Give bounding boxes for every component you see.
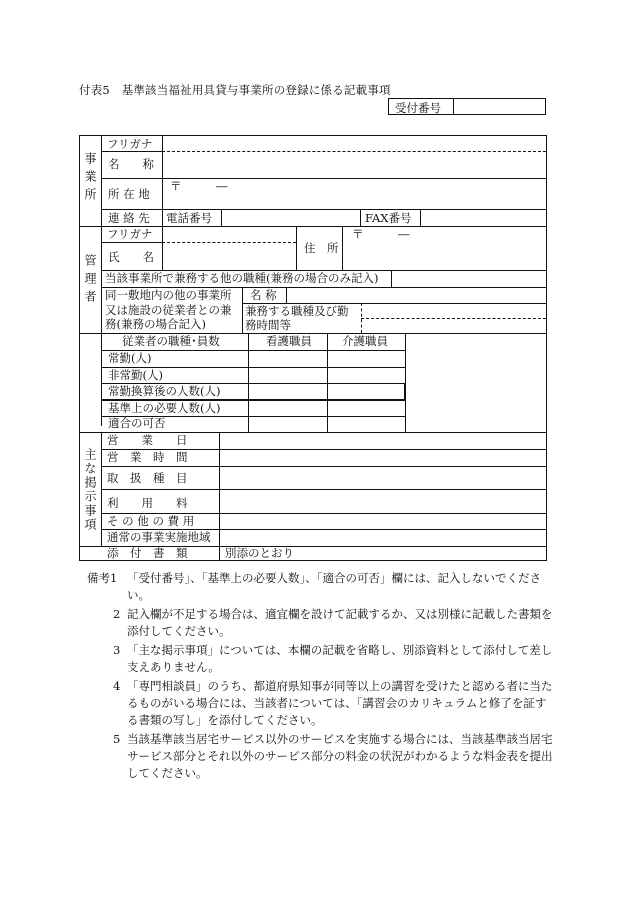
row-line [101, 466, 546, 467]
cell-line [342, 226, 343, 270]
office-contact-label: 連 絡 先 [108, 211, 150, 225]
office-side-label: 事業所 [83, 152, 97, 206]
staff-row-required: 基準上の必要人数(人) [108, 401, 221, 415]
cell-line [391, 270, 392, 287]
staff-row-compliance: 適合の可否 [108, 416, 166, 430]
manager-address-label: 住 所 [304, 241, 339, 255]
row-line [101, 489, 546, 490]
note-text: 当該基準該当居宅サービス以外のサービスを実施する場合には、当該基準該当居宅サービス部分とそれ以外のサービス部分の料金の状況がわかるような料金表を提出してください。 [127, 732, 553, 780]
notes-section [87, 570, 557, 784]
note-number: 3 [113, 643, 121, 657]
label-column-line [162, 136, 163, 226]
staff-col-care: 介護職員 [342, 334, 388, 348]
item-usage-fee: 利 用 料 [107, 496, 188, 510]
item-other-fees: そ の 他 の 費 用 [107, 514, 195, 528]
staff-header: 従業者の職種･員数 [122, 334, 220, 348]
furigana-dash [162, 242, 296, 243]
office-furigana-label: フリガナ [107, 137, 153, 151]
same-site-line1: 同一敷地内の他の事業所 [105, 288, 232, 302]
note-text: 「主な掲示事項」については、本欄の記載を省略し、別添資料として添付して差し支えありません。 [127, 643, 553, 674]
cell-line [296, 226, 297, 270]
receipt-number-box [388, 98, 546, 115]
staff-row-fulltime: 常勤(人) [108, 351, 152, 365]
staff-row-parttime: 非常勤(人) [108, 368, 163, 382]
concurrent-line1: 兼務する職種及び勤 [245, 304, 349, 318]
row-line [101, 209, 546, 210]
concurrent-line2: 務時間等 [245, 318, 291, 332]
cell-line [286, 287, 287, 304]
row-line [101, 151, 162, 152]
row-line [101, 242, 162, 243]
furigana-dash [162, 151, 546, 152]
staff-col-nurse: 看護職員 [266, 334, 312, 348]
registration-form-table [79, 135, 547, 561]
office-name-label: 名 称 [108, 157, 154, 171]
cell-line [221, 209, 222, 226]
note-number: 5 [113, 732, 121, 746]
staff-col-line [405, 333, 406, 432]
office-address-label: 所 在 地 [108, 187, 150, 201]
cell-line [242, 287, 243, 333]
item-service-area: 通常の事業実施地域 [107, 530, 211, 544]
attachment-value: 別添のとおり [225, 546, 294, 560]
cell-line [420, 209, 421, 226]
office-fax-label: FAX番号 [365, 211, 412, 225]
office-phone-label: 電話番号 [166, 211, 212, 225]
label-column-line [162, 226, 163, 270]
item-business-days: 営 業 日 [107, 433, 188, 447]
note-text: 記入欄が不足する場合は、適宜欄を設けて記載するか、又は別様に記載した書類を添付してください。 [127, 607, 553, 638]
office-postal: 〒 ― [170, 179, 228, 193]
same-site-line2: 又は施設の従業者との兼 [105, 303, 232, 317]
items-col-line [219, 546, 220, 560]
note-item [87, 678, 557, 729]
receipt-number-label: 受付番号 [395, 101, 441, 115]
receipt-divider [453, 99, 454, 114]
same-site-line3: 務(兼務の場合記入) [105, 317, 206, 331]
note-text: 「受付番号」、「基準上の必要人数」、「適合の可否」欄には、記入しないでください。 [127, 571, 541, 602]
item-handled-types: 取 扱 種 目 [107, 471, 188, 485]
staff-row-fte: 常勤換算後の人数(人) [108, 384, 221, 398]
note-item [87, 731, 557, 782]
items-side-label: 主な掲示事項 [83, 448, 97, 532]
note-text: 「専門相談員」のうち、都道府県知事が同等以上の講習を受けたと認める者に当たるものがいる場合には、当該者については、「講習会のカリキュラムと修了を証する書類の写し」を添付してください。 [127, 679, 553, 727]
manager-name-label: 氏 名 [108, 250, 154, 264]
manager-side-label: 管理者 [83, 254, 97, 308]
item-business-hours: 営 業 時 間 [107, 450, 188, 464]
attachment-label: 添 付 書 類 [107, 546, 188, 560]
manager-postal: 〒 ― [352, 227, 410, 241]
note-number: 備考1 [87, 571, 118, 585]
manager-other-name-label: 名 称 [250, 288, 277, 302]
note-number: 2 [113, 607, 121, 621]
note-item [87, 570, 557, 604]
row-line [101, 178, 546, 179]
note-item [87, 606, 557, 640]
note-item [87, 642, 557, 676]
cell-line [360, 209, 361, 226]
note-number: 4 [113, 679, 121, 693]
manager-other-job: 当該事業所で兼務する他の職種(兼務の場合のみ記入) [105, 271, 379, 285]
manager-furigana-label: フリガナ [107, 227, 153, 241]
cell-dash [361, 318, 546, 319]
form-title: 付表5 基準該当福祉用具貸与事業所の登録に係る記載事項 [79, 83, 391, 97]
